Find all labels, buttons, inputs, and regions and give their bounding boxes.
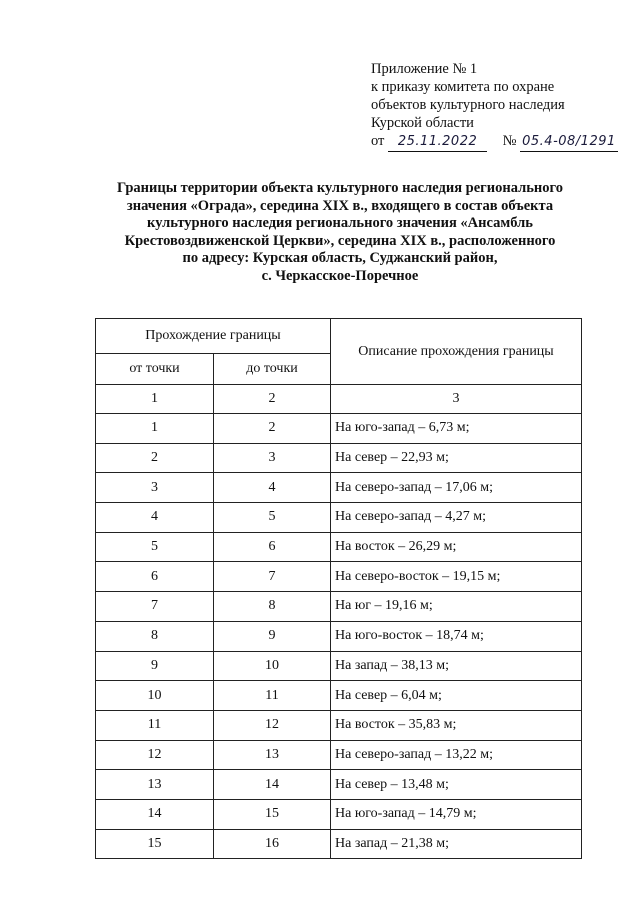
to-point-cell: 6 [214,532,331,562]
from-point-cell: 3 [96,473,214,503]
from-point-cell: 2 [96,443,214,473]
description-cell: На северо-запад – 4,27 м; [331,503,582,533]
table-row [96,621,582,651]
header-passage: Прохождение границы [96,319,331,354]
from-point-cell: 10 [96,681,214,711]
description-cell: На запад – 21,38 м; [331,829,582,859]
number-prefix: № [502,133,517,149]
description-cell: На восток – 35,83 м; [331,710,582,740]
table-row [96,770,582,800]
from-point-cell: 9 [96,651,214,681]
appendix-committee-line: объектов культурного наследия [371,97,565,113]
table-row [96,473,582,503]
table-row [96,503,582,533]
title-line: культурного наследия регионального значения «Ансамбль [147,215,533,231]
table-row [96,799,582,829]
table-row [96,829,582,859]
header-description: Описание прохождения границы [331,319,582,385]
appendix-title: Приложение № 1 [371,61,478,77]
to-point-cell: 7 [214,562,331,592]
title-line: Крестовоздвиженской Церкви», середина XIX в., расположенного [124,232,556,249]
description-cell: На северо-запад – 13,22 м; [331,740,582,770]
header-to-point: до точки [214,354,331,385]
to-point-cell: 16 [214,829,331,859]
to-point-cell: 8 [214,592,331,622]
column-number: 2 [214,385,331,414]
from-point-cell: 14 [96,799,214,829]
title-line: Границы территории объекта культурного наследия регионального [117,180,563,196]
from-point-cell: 12 [96,740,214,770]
to-point-cell: 13 [214,740,331,770]
table-row [96,740,582,770]
description-cell: На восток – 26,29 м; [331,532,582,562]
column-number: 1 [96,385,214,414]
to-point-cell: 11 [214,681,331,711]
title-line: с. Черкасское-Поречное [261,267,419,284]
to-point-cell: 5 [214,503,331,533]
description-cell: На север – 13,48 м; [331,770,582,800]
date-prefix: от [371,133,385,149]
from-point-cell: 13 [96,770,214,800]
description-cell: На северо-восток – 19,15 м; [331,562,582,592]
table-row [96,532,582,562]
appendix-region-line: Курской области [371,115,474,131]
to-point-cell: 14 [214,770,331,800]
boundary-table [95,318,582,859]
description-cell: На север – 22,93 м; [331,443,582,473]
from-point-cell: 1 [96,414,214,444]
appendix-order-line: к приказу комитета по охране [371,79,555,95]
table-body [96,414,582,859]
to-point-cell: 9 [214,621,331,651]
description-cell: На юго-запад – 14,79 м; [331,799,582,829]
from-point-cell: 8 [96,621,214,651]
to-point-cell: 15 [214,799,331,829]
from-point-cell: 7 [96,592,214,622]
to-point-cell: 3 [214,443,331,473]
table-row [96,443,582,473]
appendix-header [371,60,618,152]
description-cell: На северо-запад – 17,06 м; [331,473,582,503]
handwritten-order-number: 05.4-08/1291 [522,134,616,149]
title-line: значения «Ограда», середина XIX в., входящего в состав объекта [126,197,554,214]
to-point-cell: 4 [214,473,331,503]
table-row [96,592,582,622]
table-row [96,562,582,592]
to-point-cell: 12 [214,710,331,740]
to-point-cell: 10 [214,651,331,681]
from-point-cell: 6 [96,562,214,592]
from-point-cell: 4 [96,503,214,533]
from-point-cell: 5 [96,532,214,562]
column-number: 3 [331,385,582,414]
description-cell: На юго-восток – 18,74 м; [331,621,582,651]
table-row [96,414,582,444]
table-row [96,651,582,681]
appendix-date-number-line [371,132,618,152]
header-from-point: от точки [96,354,214,385]
table-row [96,710,582,740]
handwritten-date: 25.11.2022 [397,134,478,149]
description-cell: На юг – 19,16 м; [331,592,582,622]
description-cell: На север – 6,04 м; [331,681,582,711]
description-cell: На запад – 38,13 м; [331,651,582,681]
to-point-cell: 2 [214,414,331,444]
table-row [96,681,582,711]
document-title [80,180,600,285]
description-cell: На юго-запад – 6,73 м; [331,414,582,444]
from-point-cell: 15 [96,829,214,859]
title-line: по адресу: Курская область, Суджанский район, [182,250,498,266]
from-point-cell: 11 [96,710,214,740]
